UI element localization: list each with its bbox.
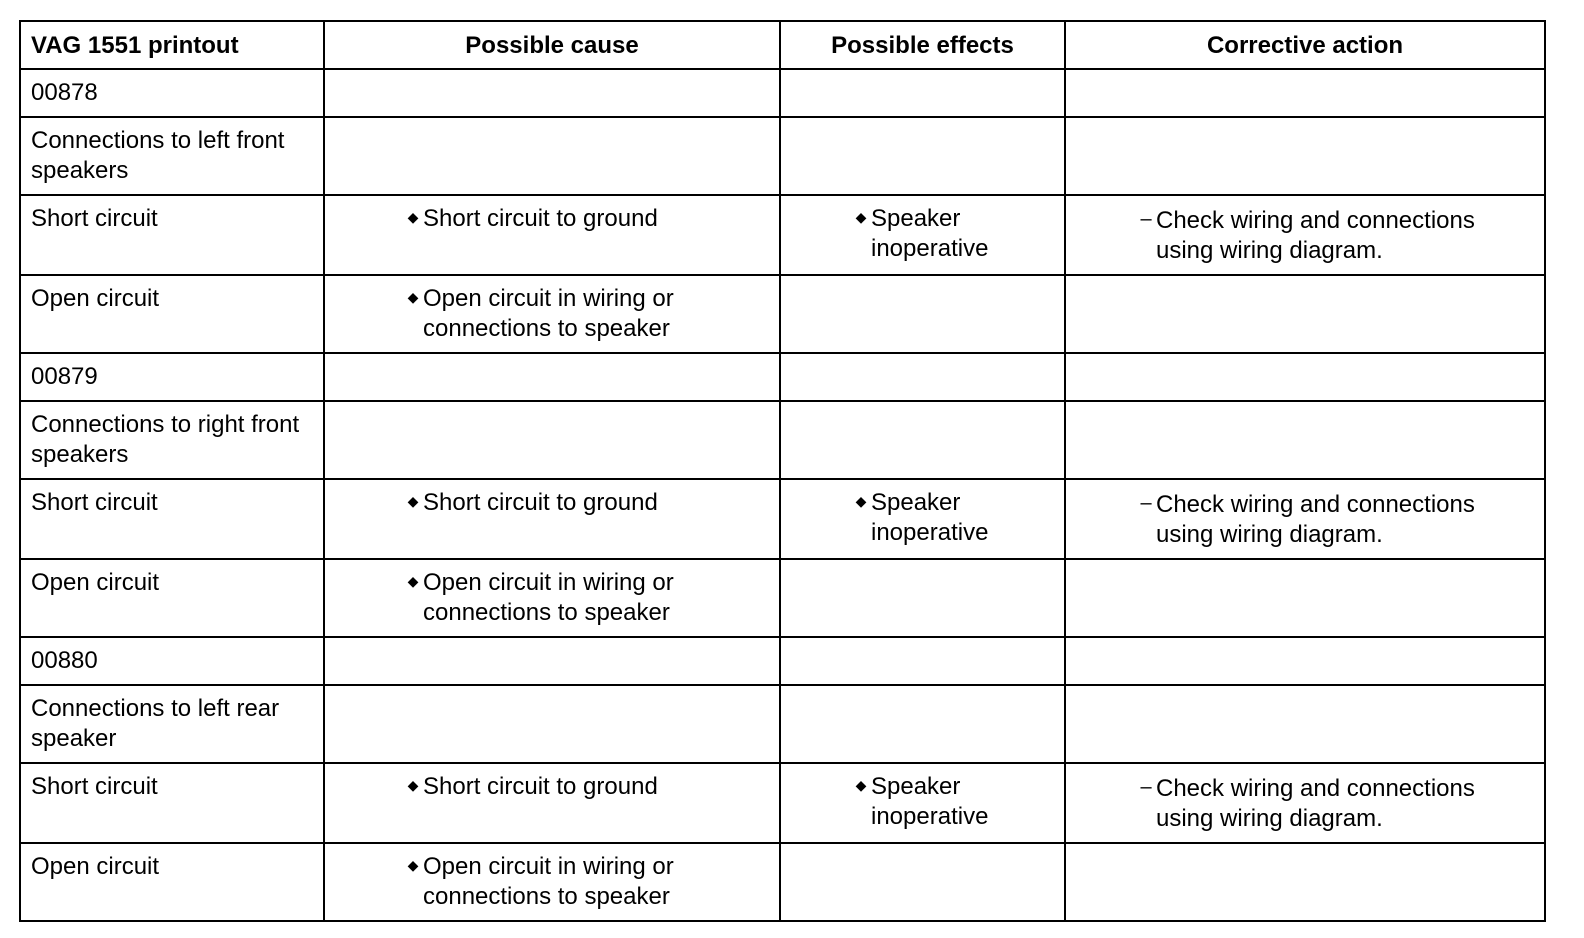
list-item	[335, 852, 769, 912]
cause-cell	[324, 763, 780, 843]
effect-cell	[780, 479, 1065, 559]
table-row-code	[20, 637, 1545, 685]
list-item	[335, 568, 769, 628]
effect-cell	[780, 763, 1065, 843]
empty-cell	[1065, 685, 1545, 763]
table-row-open-circuit	[20, 559, 1545, 637]
diamond-bullet-icon: ◆	[407, 573, 419, 589]
empty-cell	[324, 401, 780, 479]
dash-bullet-icon: –	[1140, 492, 1152, 514]
empty-cell	[780, 559, 1065, 637]
list-item	[335, 772, 769, 802]
empty-cell	[324, 117, 780, 195]
empty-cell	[324, 637, 780, 685]
fault-code-cell: 00879	[20, 353, 324, 401]
fault-type-cell: Open circuit	[20, 275, 324, 353]
dash-bullet-icon: –	[1140, 776, 1152, 798]
action-text: Check wiring and connections using wiring diagram.	[1156, 491, 1475, 548]
cause-text: Short circuit to ground	[423, 205, 658, 232]
effect-text: Speaker inoperative	[871, 773, 989, 830]
empty-cell	[1065, 559, 1545, 637]
diamond-bullet-icon: ◆	[855, 493, 867, 509]
table-row-location	[20, 401, 1545, 479]
header-cause: Possible cause	[324, 21, 780, 69]
table-row-short-circuit	[20, 195, 1545, 275]
action-cell	[1065, 195, 1545, 275]
list-item	[791, 204, 1054, 264]
action-cell	[1065, 479, 1545, 559]
diamond-bullet-icon: ◆	[407, 289, 419, 305]
empty-cell	[780, 685, 1065, 763]
empty-cell	[1065, 117, 1545, 195]
empty-cell	[780, 637, 1065, 685]
diamond-bullet-icon: ◆	[407, 493, 419, 509]
cause-text: Open circuit in wiring or connections to speaker	[423, 853, 674, 910]
empty-cell	[1065, 69, 1545, 117]
list-item	[1076, 772, 1534, 834]
empty-cell	[780, 353, 1065, 401]
diamond-bullet-icon: ◆	[407, 777, 419, 793]
empty-cell	[324, 69, 780, 117]
action-cell	[1065, 763, 1545, 843]
empty-cell	[1065, 637, 1545, 685]
effect-text: Speaker inoperative	[871, 205, 989, 262]
cause-cell	[324, 195, 780, 275]
diamond-bullet-icon: ◆	[855, 209, 867, 225]
cause-cell	[324, 559, 780, 637]
table-row-code	[20, 69, 1545, 117]
location-cell: Connections to right front speakers	[20, 401, 324, 479]
fault-type-cell: Short circuit	[20, 195, 324, 275]
header-effects: Possible effects	[780, 21, 1065, 69]
dash-bullet-icon: –	[1140, 208, 1152, 230]
empty-cell	[324, 353, 780, 401]
cause-text: Short circuit to ground	[423, 773, 658, 800]
fault-code-table	[19, 20, 1546, 922]
fault-type-cell: Short circuit	[20, 763, 324, 843]
header-action: Corrective action	[1065, 21, 1545, 69]
cause-cell	[324, 479, 780, 559]
fault-type-cell: Open circuit	[20, 559, 324, 637]
empty-cell	[1065, 401, 1545, 479]
table-row-location	[20, 685, 1545, 763]
empty-cell	[1065, 353, 1545, 401]
fault-type-cell: Short circuit	[20, 479, 324, 559]
action-text: Check wiring and connections using wiring diagram.	[1156, 775, 1475, 832]
cause-cell	[324, 843, 780, 921]
cause-cell	[324, 275, 780, 353]
fault-code-cell: 00880	[20, 637, 324, 685]
cause-text: Open circuit in wiring or connections to speaker	[423, 285, 674, 342]
list-item	[791, 772, 1054, 832]
effect-text: Speaker inoperative	[871, 489, 989, 546]
empty-cell	[1065, 843, 1545, 921]
action-text: Check wiring and connections using wiring diagram.	[1156, 207, 1475, 264]
list-item	[1076, 204, 1534, 266]
diamond-bullet-icon: ◆	[855, 777, 867, 793]
empty-cell	[780, 843, 1065, 921]
fault-type-cell: Open circuit	[20, 843, 324, 921]
table-header-row	[20, 21, 1545, 69]
list-item	[335, 284, 769, 344]
location-cell: Connections to left front speakers	[20, 117, 324, 195]
cause-text: Open circuit in wiring or connections to speaker	[423, 569, 674, 626]
diamond-bullet-icon: ◆	[407, 857, 419, 873]
header-printout: VAG 1551 printout	[20, 21, 324, 69]
empty-cell	[324, 685, 780, 763]
list-item	[791, 488, 1054, 548]
table-row-open-circuit	[20, 843, 1545, 921]
location-cell: Connections to left rear speaker	[20, 685, 324, 763]
list-item	[1076, 488, 1534, 550]
list-item	[335, 204, 769, 234]
table-row-short-circuit	[20, 763, 1545, 843]
table-row-open-circuit	[20, 275, 1545, 353]
table-row-code	[20, 353, 1545, 401]
effect-cell	[780, 195, 1065, 275]
empty-cell	[780, 401, 1065, 479]
table-row-location	[20, 117, 1545, 195]
list-item	[335, 488, 769, 518]
empty-cell	[780, 117, 1065, 195]
empty-cell	[780, 275, 1065, 353]
table-row-short-circuit	[20, 479, 1545, 559]
cause-text: Short circuit to ground	[423, 489, 658, 516]
diamond-bullet-icon: ◆	[407, 209, 419, 225]
empty-cell	[780, 69, 1065, 117]
fault-code-cell: 00878	[20, 69, 324, 117]
empty-cell	[1065, 275, 1545, 353]
